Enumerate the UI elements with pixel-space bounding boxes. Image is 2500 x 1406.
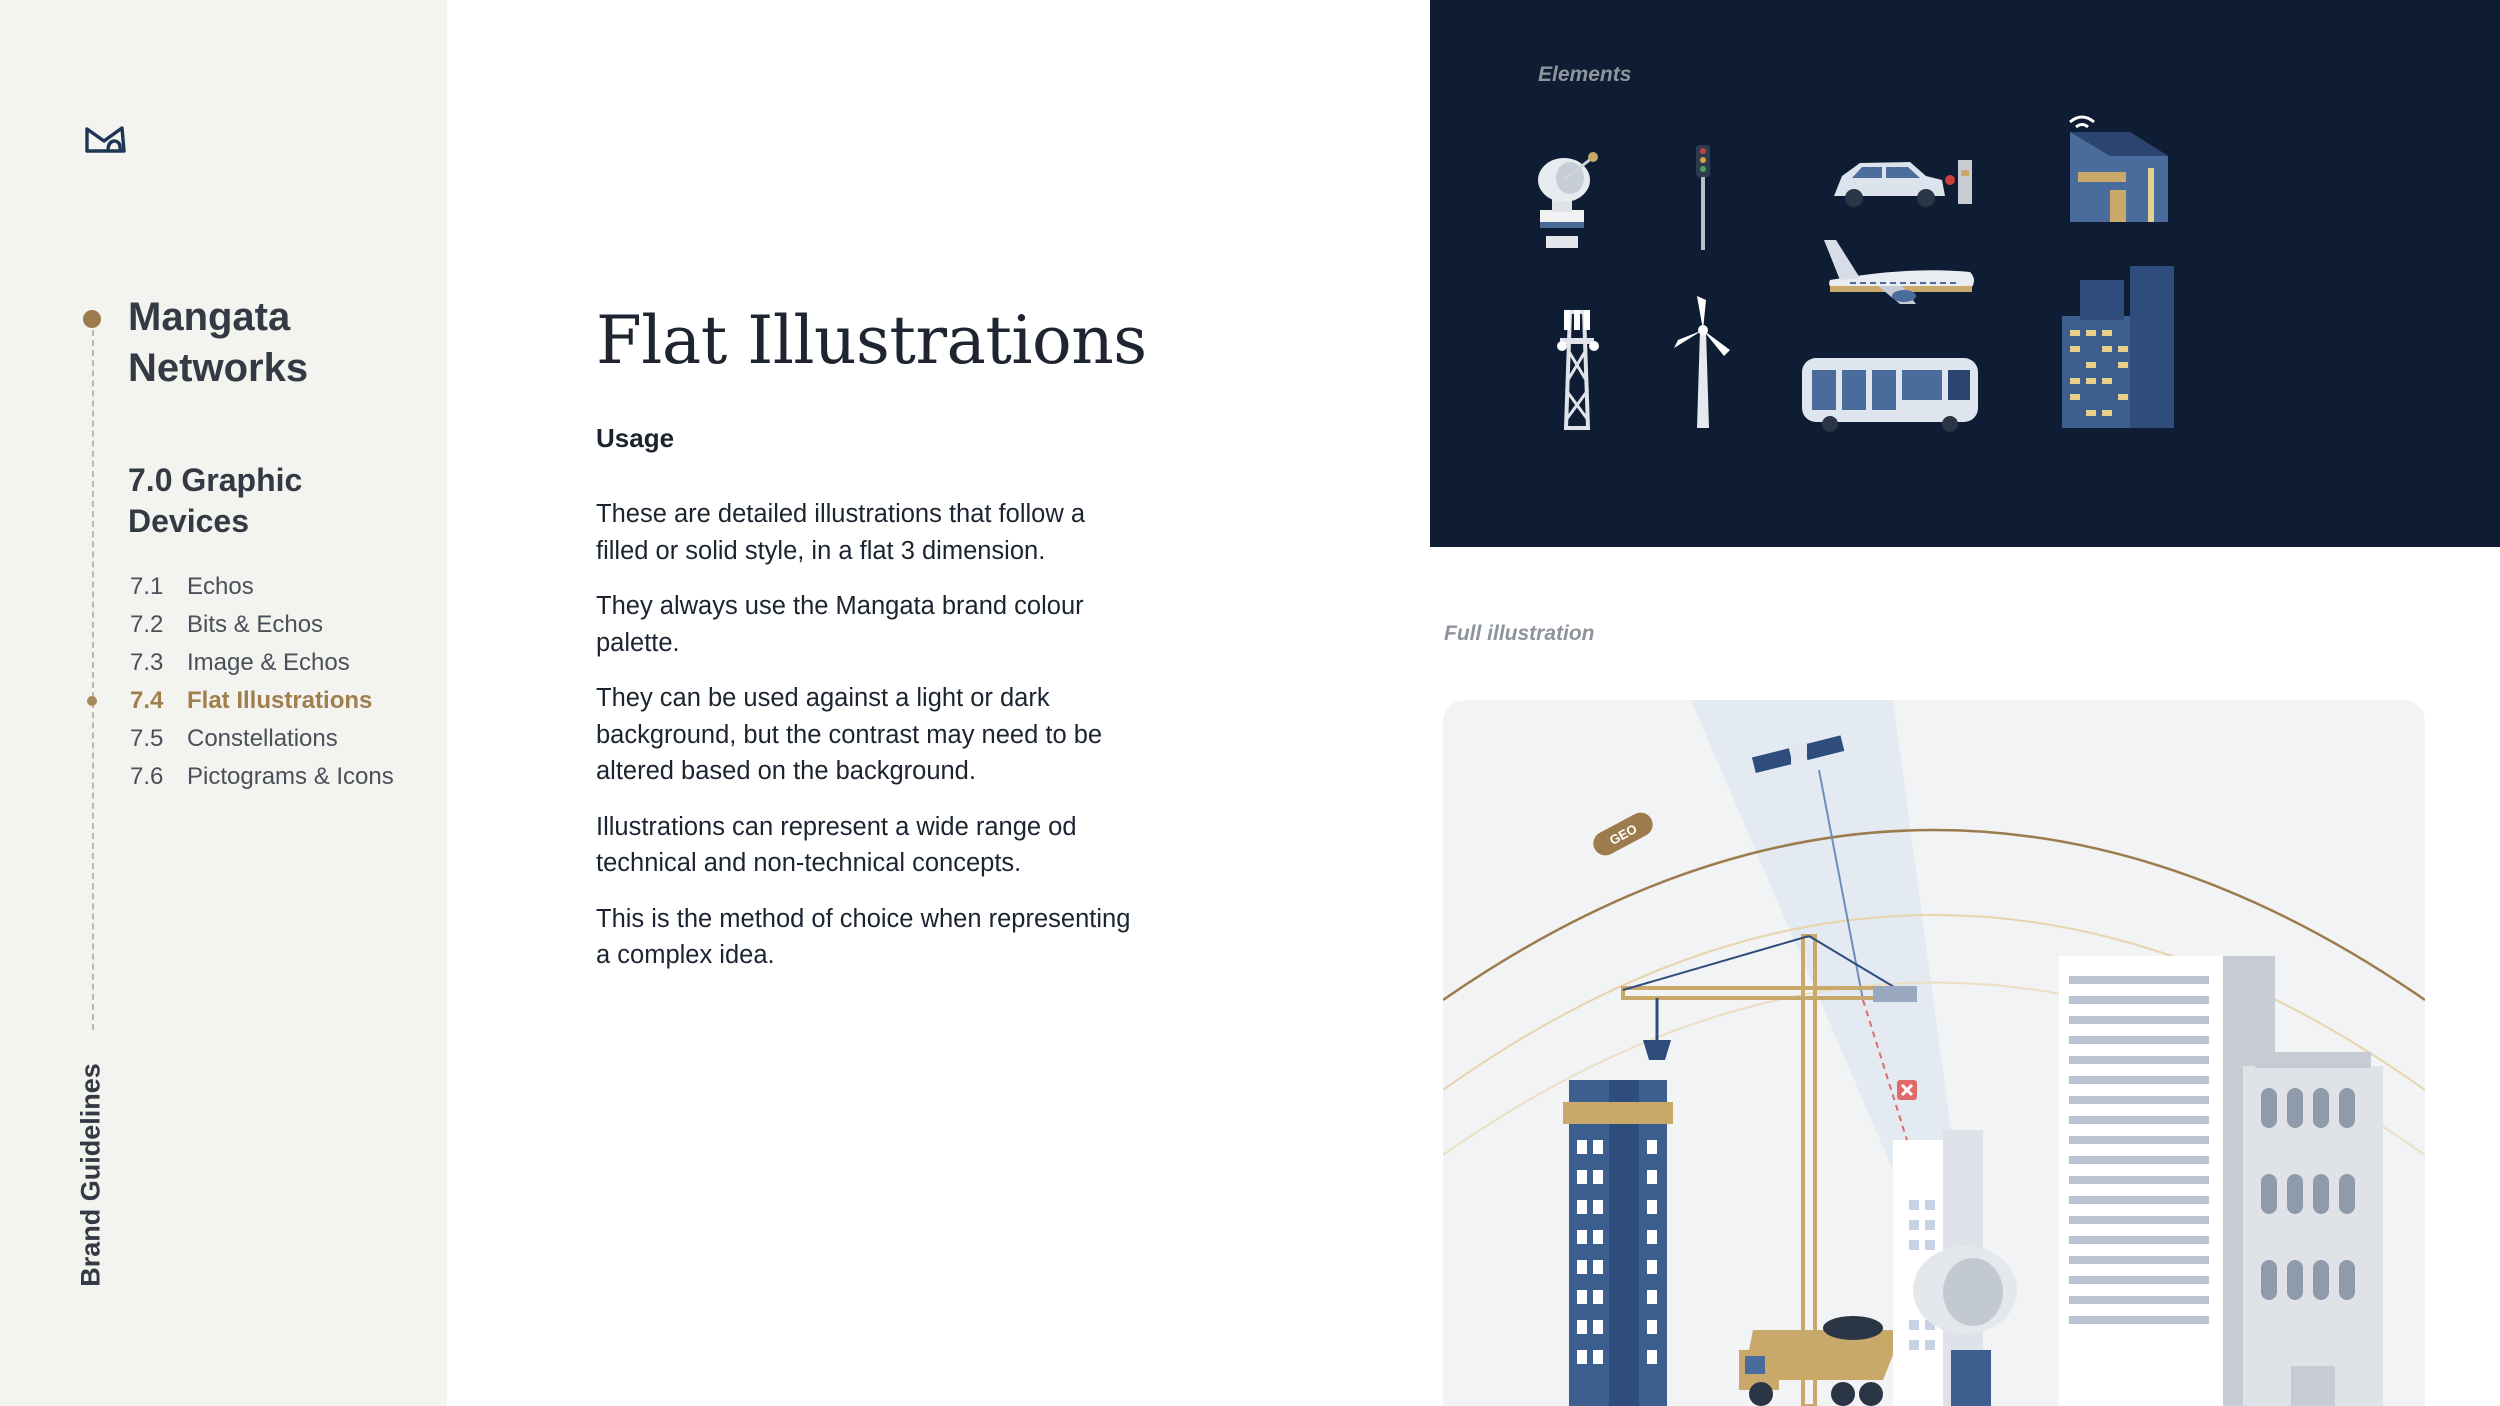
active-nav-dot bbox=[87, 696, 97, 706]
nav-item-label: Pictograms & Icons bbox=[187, 763, 394, 790]
nav-item-pictograms-icons[interactable] bbox=[130, 758, 394, 796]
nav-item-label: Flat Illustrations bbox=[187, 687, 373, 714]
nav-item-number: 7.2 bbox=[130, 611, 164, 638]
nav-item-label: Image & Echos bbox=[187, 649, 350, 676]
timeline-line bbox=[92, 320, 94, 1030]
satellite-dish-icon bbox=[1538, 152, 1598, 248]
nav-item-bits-echos[interactable] bbox=[130, 606, 394, 644]
office-tower-icon bbox=[2059, 956, 2275, 1406]
usage-paragraph: They always use the Mangata brand colour palette. bbox=[596, 592, 1084, 657]
wifi-shop-icon bbox=[2070, 117, 2168, 222]
nav-item-number: 7.6 bbox=[130, 763, 164, 790]
nav-item-number: 7.4 bbox=[130, 687, 164, 714]
full-illustration-caption: Full illustration bbox=[1444, 622, 1595, 645]
nav-item-flat-illustrations[interactable] bbox=[130, 682, 394, 720]
geo-label: GEO bbox=[1606, 821, 1640, 848]
elements-panel bbox=[1430, 0, 2500, 547]
usage-body bbox=[596, 496, 1136, 993]
nav-item-label: Bits & Echos bbox=[187, 611, 324, 638]
geo-label-badge bbox=[1589, 808, 1657, 859]
full-illustration-art bbox=[1443, 700, 2425, 1406]
mangata-logo-icon[interactable] bbox=[84, 124, 128, 154]
section-title bbox=[128, 460, 302, 542]
brand-name-text: Mangata Networks bbox=[128, 295, 309, 390]
usage-heading: Usage bbox=[596, 423, 675, 453]
wind-turbine-icon bbox=[1674, 296, 1730, 428]
usage-paragraph: These are detailed illustrations that follow a filled or solid style, in a flat 3 dimension. bbox=[596, 500, 1086, 565]
nav-item-echos[interactable] bbox=[130, 568, 394, 606]
section-title-text: 7.0 Graphic Devices bbox=[128, 462, 303, 539]
ev-car-charging-icon bbox=[1834, 160, 1972, 207]
elements-caption: Elements bbox=[1538, 63, 1632, 86]
section-nav bbox=[130, 568, 394, 796]
page-title: Flat Illustrations bbox=[596, 302, 1147, 379]
elements-art bbox=[1430, 0, 2500, 547]
usage-paragraph: This is the method of choice when representing a complex idea. bbox=[596, 904, 1131, 969]
nav-item-number: 7.3 bbox=[130, 649, 164, 676]
sidebar bbox=[0, 0, 447, 1406]
brand-name bbox=[128, 292, 308, 394]
nav-item-constellations[interactable] bbox=[130, 720, 394, 758]
nav-item-label: Constellations bbox=[187, 725, 338, 752]
traffic-light-icon bbox=[1696, 145, 1710, 250]
brand-guidelines-label: Brand Guidelines bbox=[75, 1063, 106, 1287]
skyscraper-icon bbox=[1563, 1080, 1673, 1406]
nav-item-image-echos[interactable] bbox=[130, 644, 394, 682]
telecom-tower-icon bbox=[1557, 310, 1599, 428]
dump-truck-icon bbox=[1739, 1316, 1903, 1406]
full-illustration-panel bbox=[1443, 700, 2425, 1406]
brand-dot bbox=[83, 310, 101, 328]
office-building-icon bbox=[2062, 266, 2174, 428]
bus-icon bbox=[1802, 358, 1978, 432]
classic-building-icon bbox=[2243, 1052, 2383, 1406]
usage-paragraph: Illustrations can represent a wide range od technical and non-technical concepts. bbox=[596, 812, 1077, 877]
ground-station-building-icon bbox=[1893, 1130, 2017, 1406]
nav-item-label: Echos bbox=[187, 573, 254, 600]
nav-item-number: 7.5 bbox=[130, 725, 164, 752]
usage-paragraph: They can be used against a light or dark background, but the contrast may need to be altered based on the background. bbox=[596, 684, 1103, 785]
nav-item-number: 7.1 bbox=[130, 573, 164, 600]
airplane-icon bbox=[1824, 240, 1974, 304]
